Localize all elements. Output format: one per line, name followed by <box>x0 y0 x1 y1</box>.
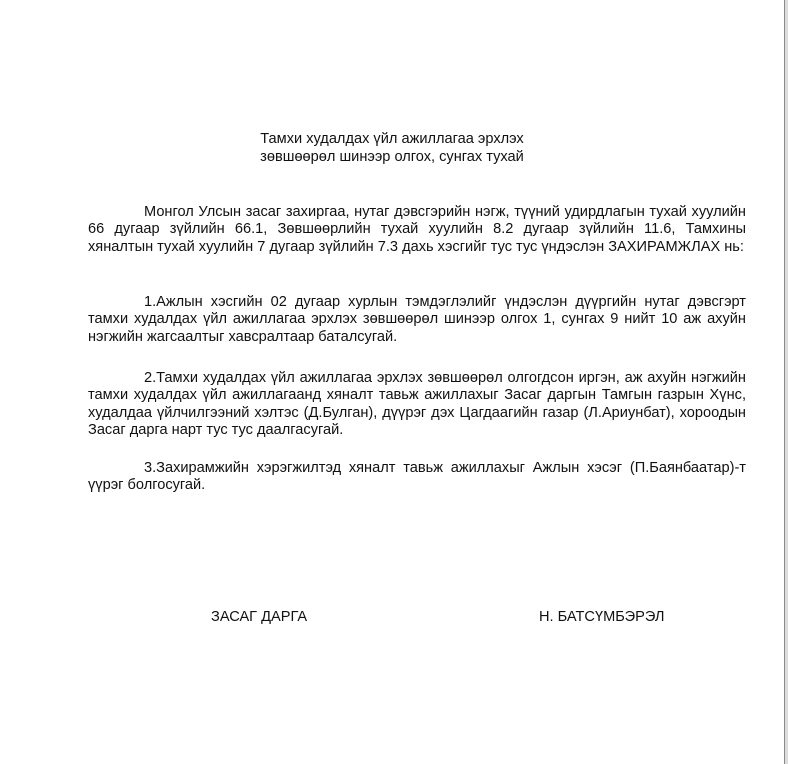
clause-1-paragraph: 1.Ажлын хэсгийн 02 дугаар хурлын тэмдэглэлийг үндэслэн дүүргийн нутаг дэвсгэрт тамхи худалдах үйл ажиллагаа эрхлэх зөвшөөрөл шинээр олгох 1, сунгах 9 нийт 10 аж ахуйн нэгжийн жагсаалтыг хавсралтаар баталсугай. <box>88 294 746 345</box>
title-line-1: Тамхи худалдах үйл ажиллагаа эрхлэх <box>260 131 524 147</box>
clause-2-paragraph: 2.Тамхи худалдах үйл ажиллагаа эрхлэх зөвшөөрөл олгогдсон иргэн, аж ахуйн нэгжийн тамхи худалдах үйл ажиллагаанд хяналт тавьж ажиллахыг Засаг даргын Тамгын газрын Хүнс, худалдаа үйлчилгээний хэлтэс (Д.Булган), дүүрэг дэх Цагдаагийн газар (Л.Ариунбат), хороодын Засаг дарга нарт тус тус даалгасугай. <box>88 370 746 439</box>
preamble-paragraph: Монгол Улсын засаг захиргаа, нутаг дэвсгэрийн нэгж, түүний удирдлагын тухай хуулийн 66 дугаар зүйлийн 66.1, Зөвшөөрлийн тухай хуулийн 8.2 дугаар зүйлийн 11.6, Тамхины хяналтын тухай хуулийн 7 дугаар зүйлийн 7.3 дахь хэсгийг тус тус үндэслэн ЗАХИРАМЖЛАХ нь: <box>88 204 746 255</box>
document-title <box>0 130 784 166</box>
signatory-position: ЗАСАГ ДАРГА <box>211 609 308 625</box>
title-line-2: зөвшөөрөл шинээр олгох, сунгах тухай <box>260 149 524 165</box>
signatory-name: Н. БАТСҮМБЭРЭЛ <box>539 609 665 625</box>
clause-3-paragraph: 3.Захирамжийн хэрэгжилтэд хяналт тавьж ажиллахыг Ажлын хэсэг (П.Баянбаатар)-т үүрэг болгосугай. <box>88 460 746 494</box>
